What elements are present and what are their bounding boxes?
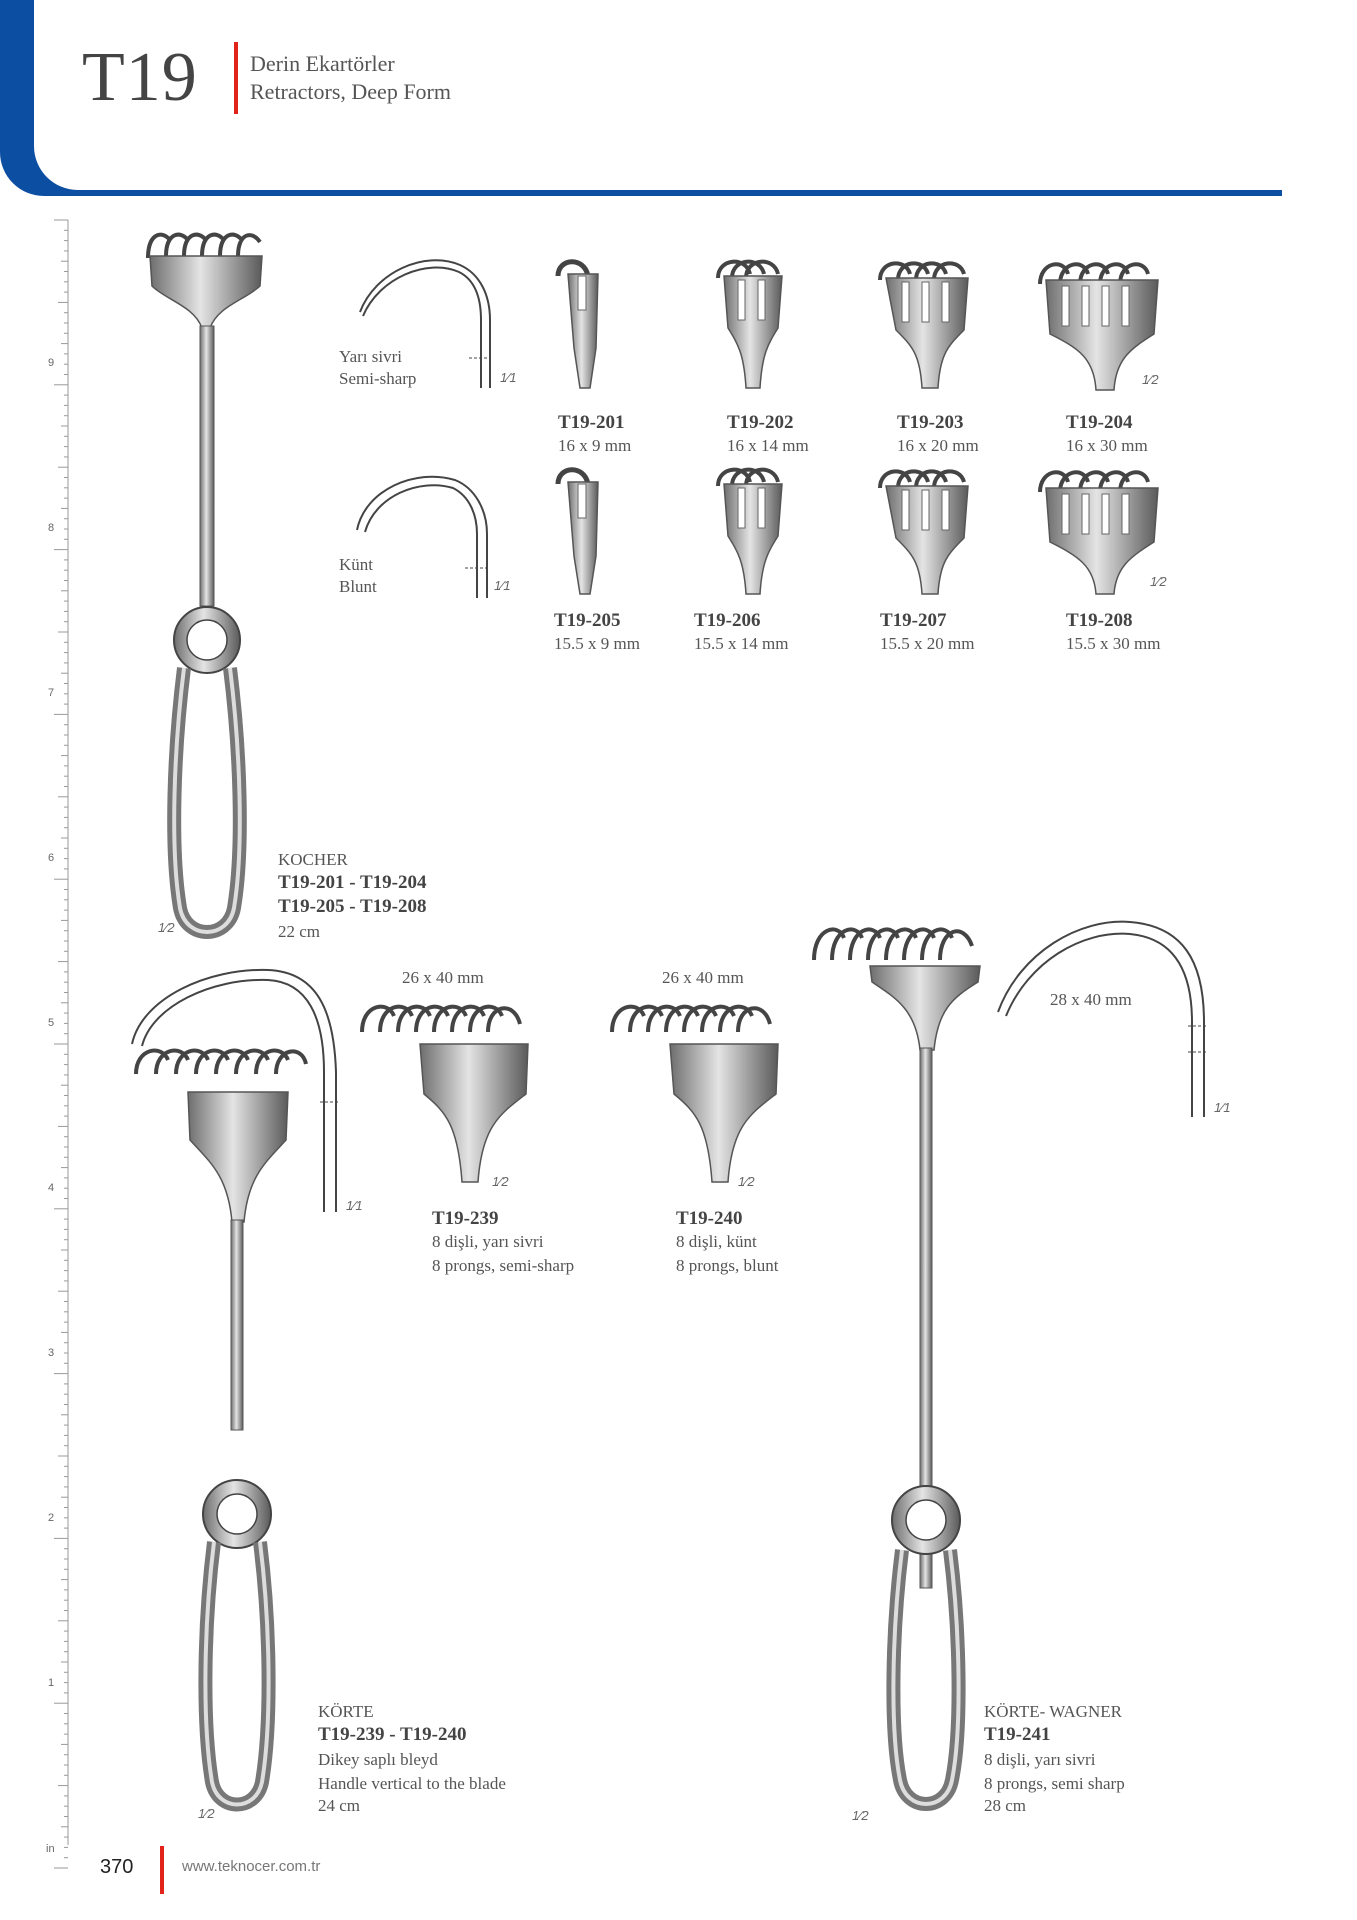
korte-wagner-retractor-image [812, 910, 1002, 1830]
curve-label-tr: Künt [339, 555, 373, 574]
sku-label: T19-202 [727, 412, 794, 433]
description-tr: 8 dişli, künt [676, 1232, 757, 1251]
sku-label: T19-207 [880, 610, 947, 631]
sku-label: T19-206 [694, 610, 761, 631]
blade-thumbnail-2-prong [712, 258, 792, 390]
scale-label-full: 1⁄1 [1214, 1100, 1231, 1115]
sku-label: T19-239 [432, 1208, 499, 1229]
description-en: 8 prongs, semi sharp [984, 1774, 1125, 1793]
ruler-number: 8 [48, 522, 55, 534]
description-en: 8 prongs, blunt [676, 1256, 779, 1275]
scale-label-half: 1⁄2 [1142, 372, 1159, 387]
title-english: Retractors, Deep Form [250, 79, 451, 104]
description-en: Handle vertical to the blade [318, 1774, 506, 1793]
size-label: 15.5 x 9 mm [554, 634, 640, 653]
footer-red-divider [160, 1846, 164, 1894]
curve-label-tr: Yarı sivri [339, 347, 402, 366]
inch-ruler [34, 220, 74, 1845]
blade-thumbnail-5-prong [1036, 258, 1166, 390]
description-en: 8 prongs, semi-sharp [432, 1256, 575, 1275]
scale-label-half: 1⁄2 [738, 1174, 755, 1189]
ruler-number: 5 [48, 1017, 55, 1029]
page-number: 370 [100, 1856, 134, 1878]
ruler-number: 9 [48, 357, 55, 369]
korte-wagner-curve-profile [996, 912, 1216, 1122]
description-tr: 8 dişli, yarı sivri [432, 1232, 544, 1251]
ruler-ticks [34, 220, 74, 1845]
scale-label-full: 1⁄1 [494, 578, 511, 593]
description-tr: 8 dişli, yarı sivri [984, 1750, 1096, 1769]
length-label: 22 cm [278, 922, 321, 941]
title-turkish: Derin Ekartörler [250, 51, 395, 76]
header-white-area [34, 0, 1316, 190]
sku-label: T19-204 [1066, 412, 1133, 433]
blade-thumbnail-3-prong [876, 466, 971, 596]
ruler-number: 4 [48, 1182, 55, 1194]
blade-thumbnail-3-prong [876, 258, 971, 390]
sku-range: T19-239 - T19-240 [318, 1724, 467, 1745]
size-label: 16 x 20 mm [897, 436, 979, 455]
curve-label-en: Blunt [339, 577, 377, 596]
ruler-number: 2 [48, 1512, 55, 1524]
length-label: 28 cm [984, 1796, 1027, 1815]
ruler-number: 7 [48, 687, 55, 699]
website-link[interactable]: www.teknocer.com.tr [182, 1858, 321, 1875]
blade-size-label: 26 x 40 mm [402, 968, 484, 987]
sku-label: T19-205 [554, 610, 621, 631]
blade-thumbnail-2-prong [712, 466, 792, 596]
ruler-number: 1 [48, 1677, 55, 1689]
sku-range: T19-201 - T19-204 [278, 872, 427, 893]
scale-label-half: 1⁄2 [1150, 574, 1167, 589]
sku-label: T19-241 [984, 1724, 1051, 1745]
scale-label-half: 1⁄2 [198, 1806, 215, 1821]
product-name: KÖRTE [318, 1702, 374, 1721]
curve-size-label: 28 x 40 mm [1050, 990, 1132, 1009]
description-tr: Dikey saplı bleyd [318, 1750, 438, 1769]
scale-label-half: 1⁄2 [492, 1174, 509, 1189]
sku-range: T19-205 - T19-208 [278, 896, 427, 917]
sku-label: T19-208 [1066, 610, 1133, 631]
size-label: 15.5 x 30 mm [1066, 634, 1161, 653]
size-label: 15.5 x 20 mm [880, 634, 975, 653]
scale-label-half: 1⁄2 [852, 1808, 869, 1823]
blade-t19-239-image [360, 994, 540, 1184]
blade-t19-240-image [610, 994, 790, 1184]
kocher-retractor-image [140, 228, 270, 948]
korte-retractor-image [128, 962, 361, 1822]
sku-label: T19-203 [897, 412, 964, 433]
ruler-unit: in [46, 1843, 55, 1855]
length-label: 24 cm [318, 1796, 361, 1815]
ruler-number: 6 [48, 852, 55, 864]
size-label: 16 x 14 mm [727, 436, 809, 455]
sku-label: T19-240 [676, 1208, 743, 1229]
header-red-divider [234, 42, 238, 114]
blade-thumbnail-1-prong [550, 258, 620, 390]
scale-label-full: 1⁄1 [346, 1198, 363, 1213]
scale-label-half: 1⁄2 [158, 920, 175, 935]
size-label: 16 x 9 mm [558, 436, 632, 455]
blade-size-label: 26 x 40 mm [662, 968, 744, 987]
section-code: T19 [82, 39, 198, 116]
blunt-curve-profile [355, 468, 505, 600]
scale-label-full: 1⁄1 [500, 370, 517, 385]
ruler-number: 3 [48, 1347, 55, 1359]
sku-label: T19-201 [558, 412, 625, 433]
blade-thumbnail-5-prong [1036, 466, 1166, 596]
blade-thumbnail-1-prong [550, 466, 620, 596]
product-name: KÖRTE- WAGNER [984, 1702, 1122, 1721]
curve-label-en: Semi-sharp [339, 369, 417, 388]
size-label: 16 x 30 mm [1066, 436, 1148, 455]
product-name: KOCHER [278, 850, 348, 869]
size-label: 15.5 x 14 mm [694, 634, 789, 653]
